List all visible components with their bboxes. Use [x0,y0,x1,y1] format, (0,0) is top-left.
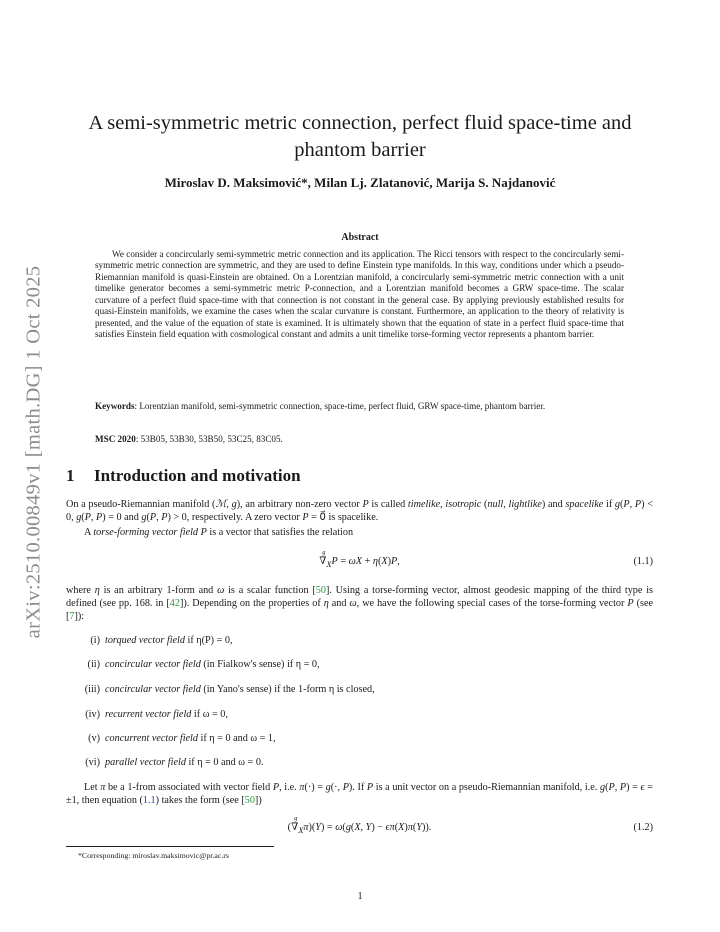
list-item [66,708,228,721]
list-item-condition: (in Yano's sense) if the 1-form η is closed, [200,684,375,695]
abstract-text: We consider a concircularly semi-symmetric metric connection and its application. The Ricci tensors with respect to the concircularly semi-symmetric metric connection are symmetric, and they are used to define Einstein type manifolds. In this way, conditions under which a pseudo-Riemannian manifold is quasi-Einstein are obtained. On a Lorentzian manifold, a concircularly semi-symmetric metric connection with a unit timelike generator becomes a semi-symmetric metric P-connection, and a Lorentzian manifold becomes a GRW space-time. The scalar curvature of a perfect fluid space-time with that connection is not constant in the general case. By applying previously established results for quasi-Einstein manifolds, we examine the cases when the scalar curvature is constant. Furthermore, an application to the theory of relativity is presented, and the value of the equation of state is examined. It is ultimately shown that the equation of state in a perfect fluid space-time that satisfies Einstein field equation with cosmological constant and admits a unit timelike torse-forming vector represents a phantom barrier. [95,249,624,340]
list-item [66,658,320,671]
keywords-label: Keywords [95,401,135,411]
list-item-condition: if η(P) = 0, [184,635,233,646]
list-item [66,732,276,745]
msc-label: MSC 2020 [95,434,136,444]
list-item-term: parallel vector field [105,757,186,768]
list-item-condition: (in Fialkow's sense) if η = 0, [200,659,320,670]
equation-1-1 [66,549,653,576]
arxiv-stamp [22,252,46,652]
msc-classification [95,434,624,444]
list-item [66,634,233,647]
arxiv-id: arXiv:2510.00849v1 [math.DG] 1 Oct 2025 [22,265,45,639]
citation-42[interactable]: 42 [169,598,180,610]
section-number: 1 [66,466,75,485]
list-item [66,683,375,696]
paragraph-torse-forming: A torse-forming vector field P is a vector that satisfies the relation [84,527,354,538]
list-item [66,756,264,769]
paragraph-special-cases: where η is an arbitrary 1-form and ω is a scalar function [50]. Using a torse-forming vector, almost geodesic mapping of the third type is defined (see pp. 168. in [42]). Depending on the properties of η and ω, we have the following special cases of the torse-forming vector P (see [7]): [66,585,654,623]
list-item-condition: if ω = 0, [191,709,228,720]
equation-1-2-formula: (∇ g $_X$π)(Y) = ω(g(X, Y) − ϵπ(X)π(Y)). [287,815,432,836]
paragraph-definitions: On a pseudo-Riemannian manifold (ℳ, g), an arbitrary non-zero vector P is called timelike, isotropic (null, lightlike) and spacelike if g(P, P) < 0, g(P, P) = 0 and g(P, P) > 0, respectively. A zero vector P = 0⃗ is spacelike. [66,499,653,524]
msc-text: : 53B05, 53B30, 53B50, 53C25, 83C05. [135,434,283,444]
list-item-label: (vi) [85,757,100,768]
list-item-term: torqued vector field [105,635,185,646]
footnote-rule [66,846,274,847]
list-item-label: (ii) [87,659,100,670]
paper-title: A semi-symmetric metric connection, perfect fluid space-time and phantom barrier [88,112,632,161]
equation-1-1-formula: ∇ g $_X$P = ωX + η(X)P, [319,549,400,570]
equation-1-2-number: (1.2) [633,822,653,833]
equation-1-2 [66,815,653,842]
section-title: Introduction and motivation [94,466,301,485]
list-item-condition: if η = 0 and ω = 0. [185,757,264,768]
equation-reference[interactable]: 1.1 [142,795,156,807]
section-heading [66,466,301,486]
page-number: 1 [357,891,363,902]
paragraph-unit-vector: Let π be a 1-from associated with vector field P, i.e. π(·) = g(·, P). If P is a unit vector on a pseudo-Riemannian manifold, i.e. g(P, P) = ϵ = ±1, then equation (1.1) takes the form (see [50]) [66,782,653,807]
list-item-label: (iii) [84,684,100,695]
citation-50[interactable]: 50 [315,585,326,596]
list-item-term: concircular vector field [105,659,201,670]
list-item-label: (iv) [85,709,100,720]
authors: Miroslav D. Maksimović*, Milan Lj. Zlatanović, Marija S. Najdanović [164,175,556,190]
footnote: *Corresponding: miroslav.maksimovic@pr.ac.rs [78,851,229,860]
keywords-text: : Lorentzian manifold, semi-symmetric connection, space-time, perfect fluid, GRW space-time, phantom barrier. [134,401,546,411]
list-item-term: concircular vector field [105,684,201,695]
list-item-term: recurrent vector field [105,709,192,720]
list-item-condition: if η = 0 and ω = 1, [197,733,276,744]
list-item-label: (v) [88,733,100,744]
list-item-term: concurrent vector field [105,733,198,744]
equation-1-1-number: (1.1) [633,556,653,567]
citation-50[interactable]: 50 [244,795,255,807]
keywords [95,401,624,412]
list-item-label: (i) [90,635,100,646]
abstract-heading: Abstract [341,232,379,243]
citation-7[interactable]: 7 [69,611,75,623]
